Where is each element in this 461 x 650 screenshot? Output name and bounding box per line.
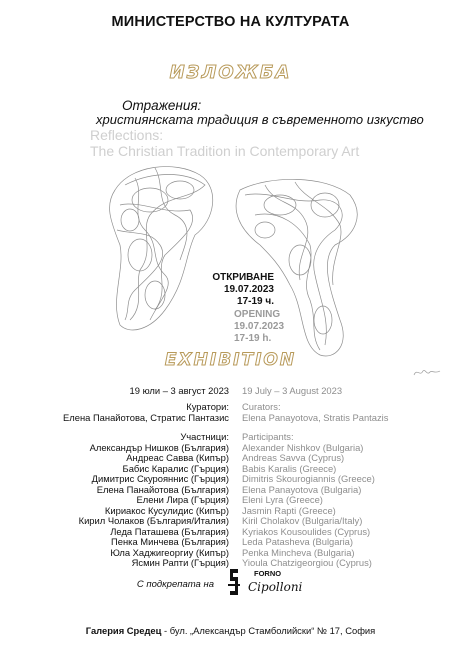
participants-bg [79, 432, 229, 569]
participants-en [242, 432, 375, 569]
participant-en: Kyriakos Kousoulides (Cyprus) [242, 525, 371, 537]
opening-en [234, 309, 284, 345]
curators-en-names: Elena Panayotova, Stratis Pantazis [242, 411, 389, 423]
sponsor-brand-text: FORNO [254, 569, 282, 578]
participant-en: Eleni Lyra (Greece) [242, 494, 323, 505]
participant-bg: Юла Хаджигеоргиу (Кипър) [110, 546, 229, 558]
support-text: С подкрепата на [136, 579, 214, 590]
opening-bg-time: 17-19 ч. [237, 296, 274, 307]
right-sculpture-loop [289, 245, 311, 275]
participant-en: Leda Patasheva (Bulgaria) [242, 536, 354, 547]
opening-en-time: 17-19 h. [234, 333, 272, 344]
participant-en: Jasmin Rapti (Greece) [242, 504, 336, 516]
title-en-line1: Reflections: [90, 127, 164, 143]
dates-en: 19 July – 3 August 2023 [242, 385, 343, 396]
participant-bg: Кириакос Кусулидис (Кипър) [104, 504, 229, 516]
opening-en-date: 19.07.2023 [234, 321, 285, 332]
participant-bg: Елени Лира (Гърция) [136, 494, 229, 505]
participant-bg: Елена Панайотова (България) [96, 483, 229, 495]
curators-bg [63, 402, 229, 423]
dates-bg: 19 юли – 3 август 2023 [129, 385, 229, 396]
left-sculpture-wire [155, 168, 187, 260]
opening-bg-label: ОТКРИВАНЕ [212, 272, 274, 283]
curators-en-label: Curators: [242, 401, 281, 412]
gallery-name: Галерия Средец [85, 625, 162, 636]
participants-bg-label: Участници: [180, 431, 229, 442]
participant-bg: Димитрис Скурояннис (Гърция) [91, 473, 229, 484]
sponsor-mark-icon [228, 569, 240, 595]
right-sculpture-wire [265, 185, 308, 280]
right-sculpture-loop [255, 222, 275, 238]
exhibition-word-en: EXHIBITION [164, 350, 297, 370]
right-sculpture-loop [311, 193, 339, 217]
sponsor-logos [224, 565, 324, 599]
left-sculpture-loop [128, 239, 152, 271]
participant-en: Andreas Savva (Cyprus) [242, 452, 345, 463]
ministry-header: МИНИСТЕРСТВО НА КУЛТУРАТА [111, 14, 350, 30]
opening-bg [150, 272, 274, 308]
exhibition-word-bg: ИЗЛОЖБА [169, 62, 292, 83]
participant-en: Babis Karalis (Greece) [242, 462, 337, 474]
participant-bg: Кирил Чолаков (България/Италия) [78, 515, 229, 526]
left-sculpture-loop [121, 209, 139, 231]
participants-en-label: Participants: [242, 431, 294, 442]
title-bg-line1: Отражения: [122, 98, 202, 113]
participant-en: Elena Panayotova (Bulgaria) [242, 483, 362, 495]
participant-en: Dimitris Skourogiannis (Greece) [242, 473, 375, 484]
title-en-line2: The Christian Tradition in Contemporary Art [90, 143, 360, 159]
right-sculpture-loop [264, 195, 296, 215]
opening-bg-date: 19.07.2023 [223, 284, 274, 295]
right-sculpture-loop [314, 306, 332, 334]
participant-bg: Леда Паташева (България) [110, 525, 229, 537]
participant-en: Kiril Cholakov (Bulgaria/Italy) [242, 515, 363, 526]
right-sculpture-wire [295, 182, 341, 285]
curators-bg-names: Елена Панайотова, Стратис Пантазис [63, 411, 229, 423]
left-sculpture-loop [166, 181, 194, 199]
participant-bg: Бабис Каралис (Гърция) [122, 462, 229, 474]
gallery-footer [0, 625, 461, 636]
sponsor-script-text: Cipolloni [248, 580, 303, 594]
participant-en: Alexander Nishkov (Bulgaria) [242, 441, 364, 453]
curators-en [242, 402, 388, 423]
participant-bg: Ясмин Рапти (Гърция) [131, 557, 229, 568]
participant-bg: Андреас Савва (Кипър) [126, 452, 229, 463]
participant-en: Yioula Chatzigeorgiou (Cyprus) [242, 557, 372, 568]
participant-bg: Пенка Минчева (България) [111, 536, 229, 547]
gallery-address: - бул. „Александър Стамболийски“ № 17, София [161, 625, 376, 636]
opening-en-label: OPENING [234, 309, 281, 320]
participant-en: Penka Mincheva (Bulgaria) [242, 546, 355, 558]
curators-bg-label: Куратори: [186, 401, 229, 412]
participant-bg: Александър Нишков (България) [89, 441, 229, 453]
title-bg-line2: християнската традиция в съвременното изкуство [96, 112, 424, 127]
